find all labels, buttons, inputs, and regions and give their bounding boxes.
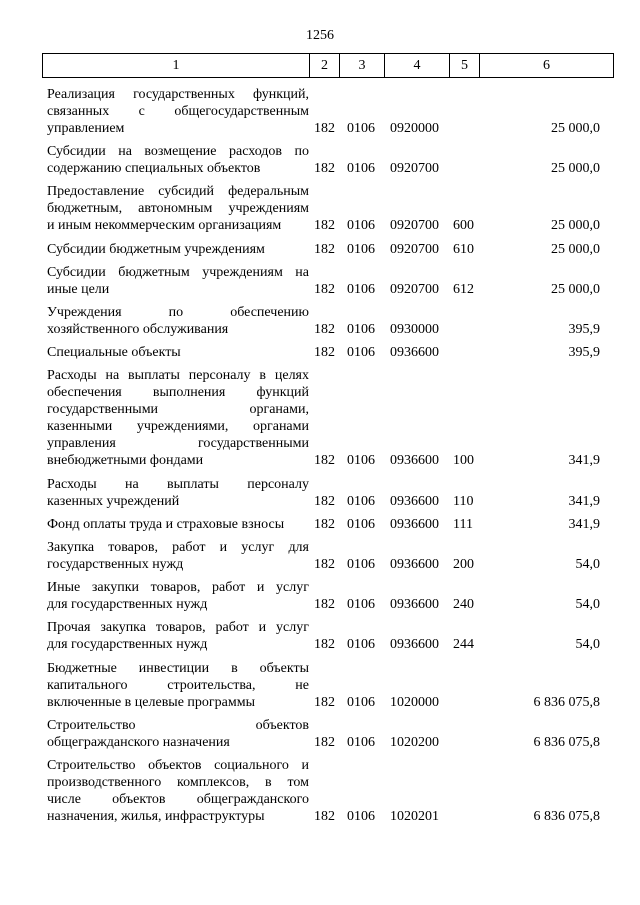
row-amount: 341,9 bbox=[568, 493, 600, 509]
row-section-code: 0106 bbox=[347, 218, 375, 234]
row-description-line: капитального строительства, не bbox=[47, 677, 309, 693]
row-amount: 6 836 075,8 bbox=[533, 734, 600, 750]
table-row bbox=[0, 717, 640, 751]
row-amount: 395,9 bbox=[568, 322, 600, 337]
row-description-line: включенные в целевые программы bbox=[47, 694, 256, 710]
row-target-code: 0936600 bbox=[390, 453, 439, 469]
row-admin-code: 182 bbox=[314, 453, 335, 469]
row-section-code: 0106 bbox=[347, 493, 375, 509]
row-section-code: 0106 bbox=[347, 161, 375, 177]
row-description bbox=[47, 516, 309, 533]
table-row bbox=[0, 344, 640, 361]
row-description bbox=[47, 304, 309, 338]
row-admin-code: 182 bbox=[314, 557, 335, 572]
table-row bbox=[0, 539, 640, 573]
row-amount: 54,0 bbox=[575, 557, 600, 572]
table-row bbox=[0, 660, 640, 711]
row-section-code: 0106 bbox=[347, 516, 375, 532]
row-description-line: содержанию специальных объектов bbox=[47, 161, 261, 177]
row-description bbox=[47, 344, 309, 361]
row-section-code: 0106 bbox=[347, 322, 375, 337]
row-expense-type: 244 bbox=[453, 637, 474, 653]
row-target-code: 0920700 bbox=[390, 161, 439, 177]
row-target-code: 0936600 bbox=[390, 493, 439, 509]
row-description-line: казенных учреждений bbox=[47, 493, 180, 509]
row-expense-type: 240 bbox=[453, 597, 474, 613]
row-target-code: 0936600 bbox=[390, 516, 439, 532]
row-description-line: связанных с общегосударственным bbox=[47, 104, 309, 119]
row-description-line: хозяйственного обслуживания bbox=[47, 322, 229, 337]
row-target-code: 0936600 bbox=[390, 557, 439, 572]
header-col-1: 1 bbox=[172, 58, 180, 73]
row-admin-code: 182 bbox=[314, 322, 335, 337]
row-target-code: 0936600 bbox=[390, 637, 439, 653]
row-description-line: и иным некоммерческим организациям bbox=[47, 218, 282, 234]
row-description-line: обеспечения выполнения функций bbox=[47, 385, 309, 401]
row-description-line: казенными учреждениями, органами bbox=[47, 419, 309, 435]
row-amount: 6 836 075,8 bbox=[533, 809, 600, 824]
row-section-code: 0106 bbox=[347, 597, 375, 613]
row-section-code: 0106 bbox=[347, 241, 375, 257]
row-description-line: Фонд оплаты труда и страховые взносы bbox=[47, 516, 285, 532]
row-target-code: 0936600 bbox=[390, 345, 439, 361]
row-description bbox=[47, 264, 309, 298]
row-amount: 54,0 bbox=[575, 597, 600, 613]
row-description bbox=[47, 717, 309, 751]
row-description-line: Субсидии на возмещение расходов по bbox=[47, 144, 309, 160]
table-row bbox=[0, 143, 640, 177]
row-target-code: 0936600 bbox=[390, 597, 439, 613]
row-description-line: Субсидии бюджетным учреждениям на bbox=[47, 264, 309, 280]
row-description-line: производственного комплексов, в том bbox=[47, 775, 309, 790]
header-col-2: 2 bbox=[309, 54, 339, 77]
row-target-code: 0920700 bbox=[390, 241, 439, 257]
row-admin-code: 182 bbox=[314, 345, 335, 361]
row-amount: 25 000,0 bbox=[551, 161, 600, 177]
row-description-line: иные цели bbox=[47, 281, 110, 297]
row-expense-type: 600 bbox=[453, 218, 474, 234]
row-description-line: Предоставление субсидий федеральным bbox=[47, 184, 309, 200]
row-description-line: общегражданского назначения bbox=[47, 734, 230, 750]
row-description bbox=[47, 241, 309, 258]
row-description-line: Субсидии бюджетным учреждениям bbox=[47, 241, 265, 257]
row-description-line: для государственных нужд bbox=[47, 637, 208, 653]
row-description-line: управлением bbox=[47, 121, 125, 136]
table-row bbox=[0, 476, 640, 510]
row-admin-code: 182 bbox=[314, 694, 335, 710]
row-admin-code: 182 bbox=[314, 809, 335, 824]
row-description-line: Иные закупки товаров, работ и услуг bbox=[47, 580, 309, 596]
row-admin-code: 182 bbox=[314, 241, 335, 257]
table-row bbox=[0, 183, 640, 234]
row-expense-type: 610 bbox=[453, 241, 474, 257]
row-section-code: 0106 bbox=[347, 809, 375, 824]
row-description bbox=[47, 143, 309, 177]
row-amount: 341,9 bbox=[568, 516, 600, 532]
row-amount: 25 000,0 bbox=[551, 281, 600, 297]
table-row bbox=[0, 304, 640, 338]
page-number: 1256 bbox=[306, 28, 334, 43]
row-description bbox=[47, 86, 309, 137]
row-description bbox=[47, 579, 309, 613]
row-admin-code: 182 bbox=[314, 734, 335, 750]
row-description-line: внебюджетными фондами bbox=[47, 453, 204, 469]
row-description-line: Прочая закупка товаров, работ и услуг bbox=[47, 620, 309, 636]
row-amount: 341,9 bbox=[568, 453, 600, 469]
row-description-line: бюджетным, автономным учреждениям bbox=[47, 201, 309, 217]
row-amount: 6 836 075,8 bbox=[533, 694, 600, 710]
row-description-line: Расходы на выплаты персоналу в целях bbox=[47, 368, 309, 384]
row-description-line: Строительство объектов социального и bbox=[47, 758, 309, 773]
row-description-line: Закупка товаров, работ и услуг для bbox=[47, 540, 309, 555]
table-row bbox=[0, 757, 640, 825]
row-target-code: 0920700 bbox=[390, 218, 439, 234]
row-description-line: Расходы на выплаты персоналу bbox=[47, 476, 309, 492]
row-description-line: Бюджетные инвестиции в объекты bbox=[47, 660, 309, 676]
header-col-6: 6 bbox=[479, 54, 613, 77]
row-description-line: управления государственными bbox=[47, 436, 309, 452]
row-description-line: Реализация государственных функций, bbox=[47, 87, 309, 102]
table-row bbox=[0, 86, 640, 137]
row-description-line: для государственных нужд bbox=[47, 597, 208, 613]
row-admin-code: 182 bbox=[314, 161, 335, 177]
row-amount: 25 000,0 bbox=[551, 241, 600, 257]
row-amount: 395,9 bbox=[568, 345, 600, 361]
table-row bbox=[0, 579, 640, 613]
row-section-code: 0106 bbox=[347, 453, 375, 469]
row-target-code: 0920000 bbox=[390, 121, 439, 136]
row-section-code: 0106 bbox=[347, 637, 375, 653]
row-expense-type: 200 bbox=[453, 557, 474, 572]
row-description-line: назначения, жилья, инфраструктуры bbox=[47, 809, 265, 824]
row-description bbox=[47, 757, 309, 825]
header-col-4: 4 bbox=[384, 54, 449, 77]
header-col-5: 5 bbox=[449, 54, 479, 77]
row-expense-type: 111 bbox=[453, 516, 473, 532]
row-description bbox=[47, 619, 309, 653]
table-row bbox=[0, 619, 640, 653]
row-description-line: Специальные объекты bbox=[47, 345, 181, 361]
row-description bbox=[47, 367, 309, 469]
row-expense-type: 110 bbox=[453, 493, 474, 509]
row-description-line: государственных нужд bbox=[47, 557, 184, 572]
table-row bbox=[0, 264, 640, 298]
row-amount: 25 000,0 bbox=[551, 218, 600, 234]
row-section-code: 0106 bbox=[347, 121, 375, 136]
row-target-code: 1020200 bbox=[390, 734, 439, 750]
row-admin-code: 182 bbox=[314, 637, 335, 653]
row-admin-code: 182 bbox=[314, 597, 335, 613]
row-description-line: Учреждения по обеспечению bbox=[47, 305, 309, 320]
row-section-code: 0106 bbox=[347, 734, 375, 750]
row-admin-code: 182 bbox=[314, 281, 335, 297]
row-description-line: государственными органами, bbox=[47, 402, 309, 418]
row-admin-code: 182 bbox=[314, 493, 335, 509]
row-description bbox=[47, 660, 309, 711]
row-target-code: 1020201 bbox=[390, 809, 439, 824]
row-description bbox=[47, 539, 309, 573]
table-row bbox=[0, 241, 640, 258]
table-row bbox=[0, 367, 640, 469]
row-target-code: 0920700 bbox=[390, 281, 439, 297]
row-amount: 25 000,0 bbox=[551, 121, 600, 136]
table-header bbox=[42, 53, 614, 78]
row-description bbox=[47, 183, 309, 234]
row-section-code: 0106 bbox=[347, 557, 375, 572]
row-amount: 54,0 bbox=[575, 637, 600, 653]
row-expense-type: 100 bbox=[453, 453, 474, 469]
row-section-code: 0106 bbox=[347, 694, 375, 710]
row-expense-type: 612 bbox=[453, 281, 474, 297]
row-section-code: 0106 bbox=[347, 281, 375, 297]
row-target-code: 0930000 bbox=[390, 322, 439, 337]
row-section-code: 0106 bbox=[347, 345, 375, 361]
row-admin-code: 182 bbox=[314, 121, 335, 136]
header-col-3: 3 bbox=[339, 54, 384, 77]
row-description bbox=[47, 476, 309, 510]
row-target-code: 1020000 bbox=[390, 694, 439, 710]
table-row bbox=[0, 516, 640, 533]
row-description-line: Строительство объектов bbox=[47, 717, 309, 733]
row-admin-code: 182 bbox=[314, 516, 335, 532]
row-admin-code: 182 bbox=[314, 218, 335, 234]
row-description-line: числе объектов общегражданского bbox=[47, 792, 309, 807]
